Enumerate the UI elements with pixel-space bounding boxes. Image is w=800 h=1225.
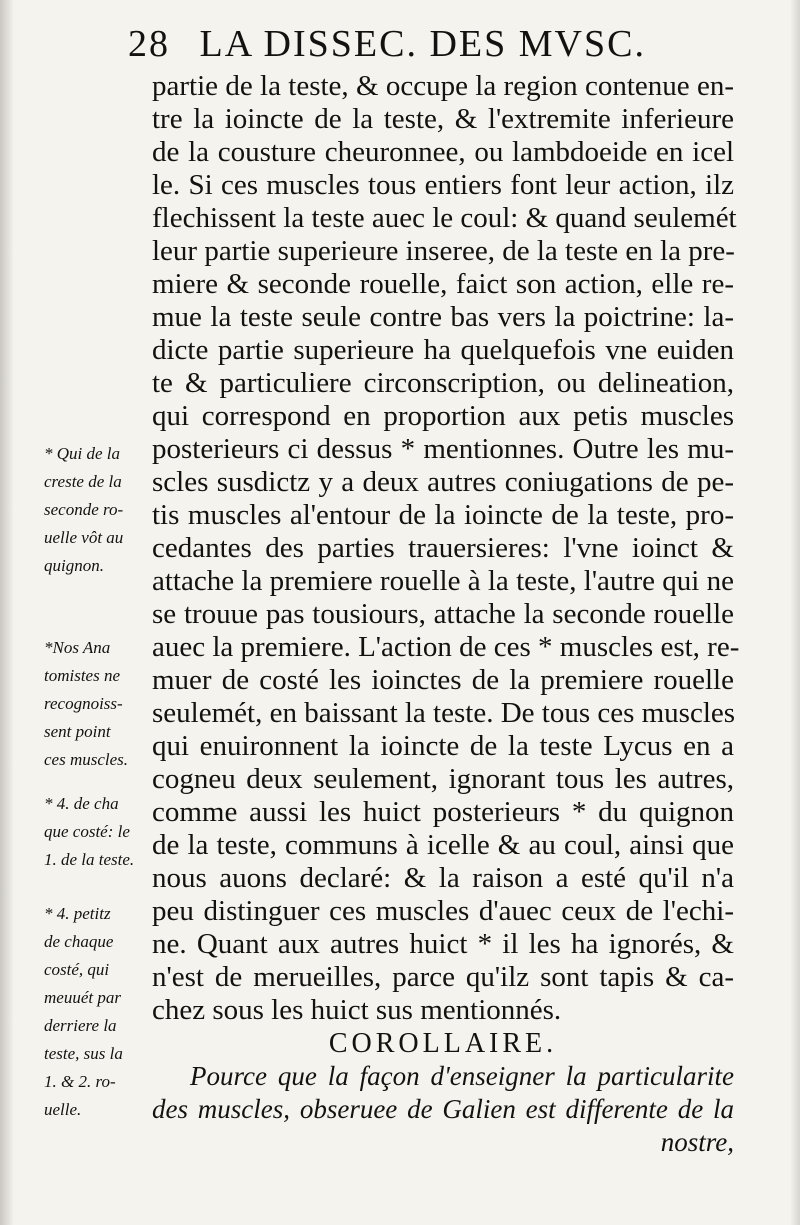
margin-note-line: uelle vôt au	[44, 528, 124, 547]
text-line: seulemét, en baissant la teste. De tous ces muscles	[152, 697, 736, 729]
margin-note	[44, 440, 152, 580]
text-line: te & particuliere circonscription, ou delineation,	[152, 367, 734, 399]
text-line: comme aussi les huict posterieurs * du quignon	[152, 796, 734, 828]
text-line: ne. Quant aux autres huict * il les ha ignorés, &	[152, 928, 734, 960]
margin-note-line: quignon.	[44, 556, 104, 575]
text-line: nous auons declaré: & la raison a esté qu'il n'a	[152, 862, 734, 894]
text-line: attache la premiere rouelle à la teste, l'autre qui ne	[152, 565, 734, 597]
margin-note-line: teste, sus la	[44, 1044, 123, 1063]
running-title: LA DISSEC. DES MVSC.	[199, 23, 646, 65]
margin-note	[44, 900, 152, 1124]
text-line: flechissent la teste auec le coul: & quand seulemét	[152, 202, 737, 234]
catchword-line: nostre,	[660, 1127, 734, 1157]
gutter-shadow	[0, 0, 14, 1225]
text-line: leur partie superieure inseree, de la teste en la pre-	[152, 235, 735, 267]
text-line: muer de costé les ioinctes de la premiere rouelle	[152, 664, 734, 696]
margin-note-line: sent point	[44, 722, 111, 741]
text-line: le. Si ces muscles tous entiers font leur action, ilz	[152, 169, 734, 201]
text-line: partie de la teste, & occupe la region contenue en-	[152, 70, 734, 102]
page-edge-shadow	[790, 0, 800, 1225]
text-line: de la cousture cheuronnee, ou lambdoeide en icel	[152, 136, 734, 168]
text-line: tre la ioincte de la teste, & l'extremite inferieure	[152, 103, 734, 135]
text-line: n'est de merueilles, parce qu'ilz sont tapis & ca-	[152, 961, 734, 993]
text-line: se trouue pas tousiours, attache la seconde rouelle	[152, 598, 734, 630]
main-text-block	[152, 70, 740, 1159]
margin-note	[44, 634, 152, 774]
text-line: tis muscles al'entour de la ioincte de la teste, pro-	[152, 499, 734, 531]
text-line: dicte partie superieure ha quelquefois vne euiden	[152, 334, 734, 366]
italic-text-line: Pource que la façon d'enseigner la particularite	[190, 1061, 734, 1091]
margin-note-line: 1. de la teste.	[44, 850, 135, 869]
text-line: scles susdictz y a deux autres coniugations de pe-	[152, 466, 734, 498]
margin-note	[44, 790, 152, 874]
page-number: 28	[128, 23, 170, 65]
margin-note-line: tomistes ne	[44, 666, 121, 685]
margin-note-line: que costé: le	[44, 822, 130, 841]
margin-note-line: costé, qui	[44, 960, 110, 979]
text-line: mue la teste seule contre bas vers la poictrine: la-	[152, 301, 734, 333]
text-line: qui correspond en proportion aux petis muscles	[152, 400, 734, 432]
text-line: cogneu deux seulement, ignorant tous les autres,	[152, 763, 734, 795]
text-line: auec la premiere. L'action de ces * muscles est, re-	[152, 631, 740, 663]
margin-note-line: derriere la	[44, 1016, 117, 1035]
text-line: posterieurs ci dessus * mentionnes. Outre les mu-	[152, 433, 734, 465]
margin-note-line: ces muscles.	[44, 750, 129, 769]
margin-note-line: creste de la	[44, 472, 122, 491]
margin-note-line: * 4. de cha	[44, 794, 119, 813]
margin-note-line: recognoiss-	[44, 694, 123, 713]
text-line: cedantes des parties trauersieres: l'vne ioinct &	[152, 532, 734, 564]
text-line: qui enuironnent la ioincte de la teste Lycus en a	[152, 730, 734, 762]
margin-note-line: seconde ro-	[44, 500, 124, 519]
section-heading: COROLLAIRE.	[328, 1028, 558, 1059]
running-head	[128, 22, 668, 72]
margin-note-line: *Nos Ana	[44, 638, 111, 657]
italic-text-line: des muscles, obseruee de Galien est differente de la	[152, 1094, 734, 1124]
margin-note-line: uelle.	[44, 1100, 82, 1119]
margin-note-line: meuuét par	[44, 988, 121, 1007]
text-line: peu distinguer ces muscles d'auec ceux de l'echi-	[152, 895, 734, 927]
margin-note-line: * 4. petitz	[44, 904, 111, 923]
text-line: de la teste, communs à icelle & au coul, ainsi que	[152, 829, 734, 861]
text-line: miere & seconde rouelle, faict son action, elle re-	[152, 268, 734, 300]
text-line: chez sous les huict sus mentionnés.	[152, 994, 562, 1026]
margin-note-line: de chaque	[44, 932, 114, 951]
margin-note-line: * Qui de la	[44, 444, 121, 463]
margin-note-line: 1. & 2. ro-	[44, 1072, 116, 1091]
